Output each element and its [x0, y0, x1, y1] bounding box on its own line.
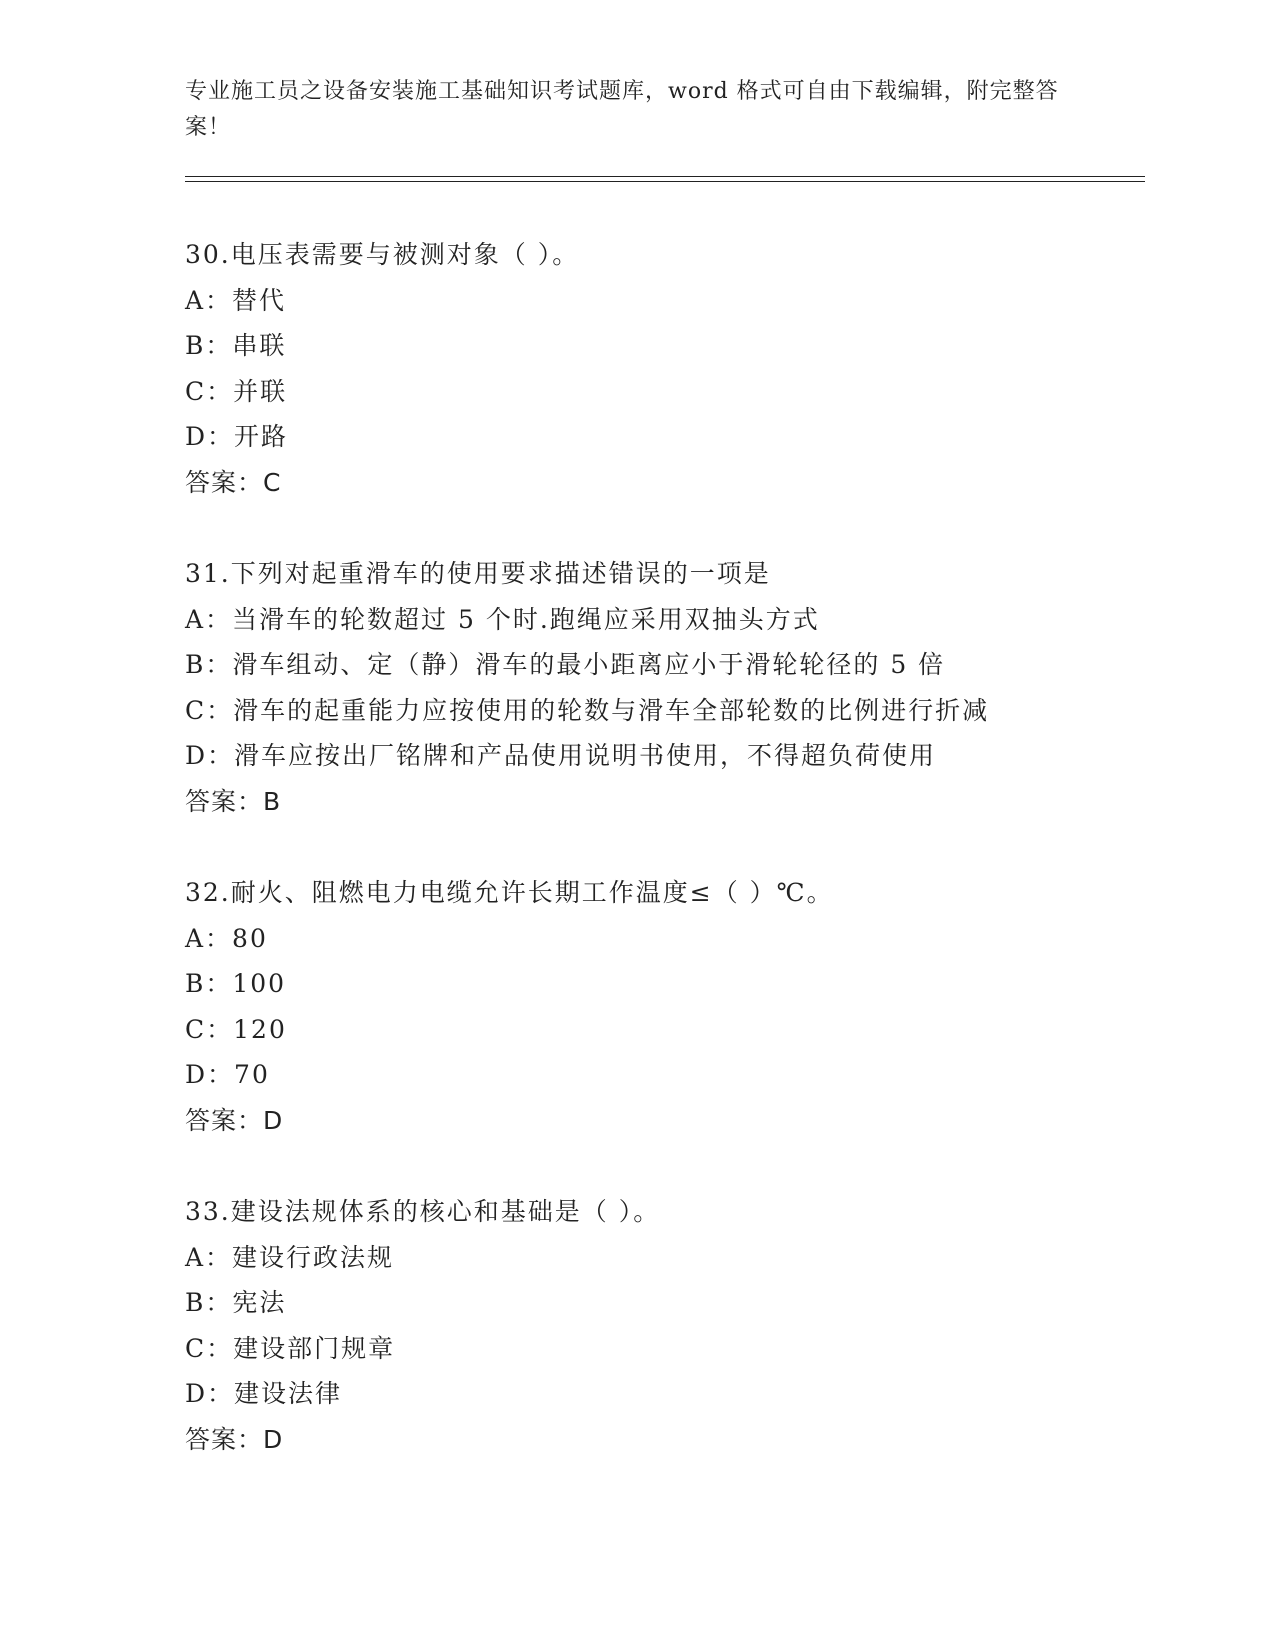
answer: 答案：D — [185, 1424, 284, 1454]
answer: 答案：D — [185, 1105, 284, 1135]
question-stem: 33.建设法规体系的核心和基础是（ ）。 — [185, 1197, 661, 1226]
question-33 — [185, 1189, 1085, 1462]
option-b: B：串联 — [185, 331, 287, 360]
answer: 答案：C — [185, 467, 282, 497]
question-32 — [185, 870, 1085, 1143]
option-b: B：滑车组动、定（静）滑车的最小距离应小于滑轮轮径的 5 倍 — [185, 650, 946, 679]
option-c: C：滑车的起重能力应按使用的轮数与滑车全部轮数的比例进行折减 — [185, 695, 990, 725]
question-list — [185, 232, 1085, 1508]
option-a: A：建设行政法规 — [185, 1242, 395, 1272]
question-stem: 30.电压表需要与被测对象（ ）。 — [185, 240, 580, 269]
question-stem: 32.耐火、阻燃电力电缆允许长期工作温度≤（ ）℃。 — [185, 878, 834, 907]
answer: 答案：B — [185, 786, 282, 816]
option-a: A：替代 — [185, 285, 287, 315]
option-c: C：并联 — [185, 376, 288, 406]
option-d: D：70 — [185, 1060, 270, 1089]
option-c: C：120 — [185, 1014, 287, 1044]
option-a: A：80 — [185, 923, 268, 953]
question-stem: 31.下列对起重滑车的使用要求描述错误的一项是 — [185, 559, 771, 588]
option-d: D：开路 — [185, 422, 289, 451]
question-31 — [185, 551, 1085, 824]
option-c: C：建设部门规章 — [185, 1333, 396, 1363]
option-a: A：当滑车的轮数超过 5 个时.跑绳应采用双抽头方式 — [185, 604, 820, 634]
header-divider-top — [185, 176, 1145, 177]
document-header: 专业施工员之设备安装施工基础知识考试题库，word 格式可自由下载编辑，附完整答案！ — [185, 79, 1059, 140]
header-divider-bottom — [185, 181, 1145, 182]
question-30 — [185, 232, 1085, 505]
option-b: B：宪法 — [185, 1288, 287, 1317]
option-d: D：建设法律 — [185, 1379, 343, 1408]
option-b: B：100 — [185, 969, 287, 998]
option-d: D：滑车应按出厂铭牌和产品使用说明书使用，不得超负荷使用 — [185, 741, 937, 770]
